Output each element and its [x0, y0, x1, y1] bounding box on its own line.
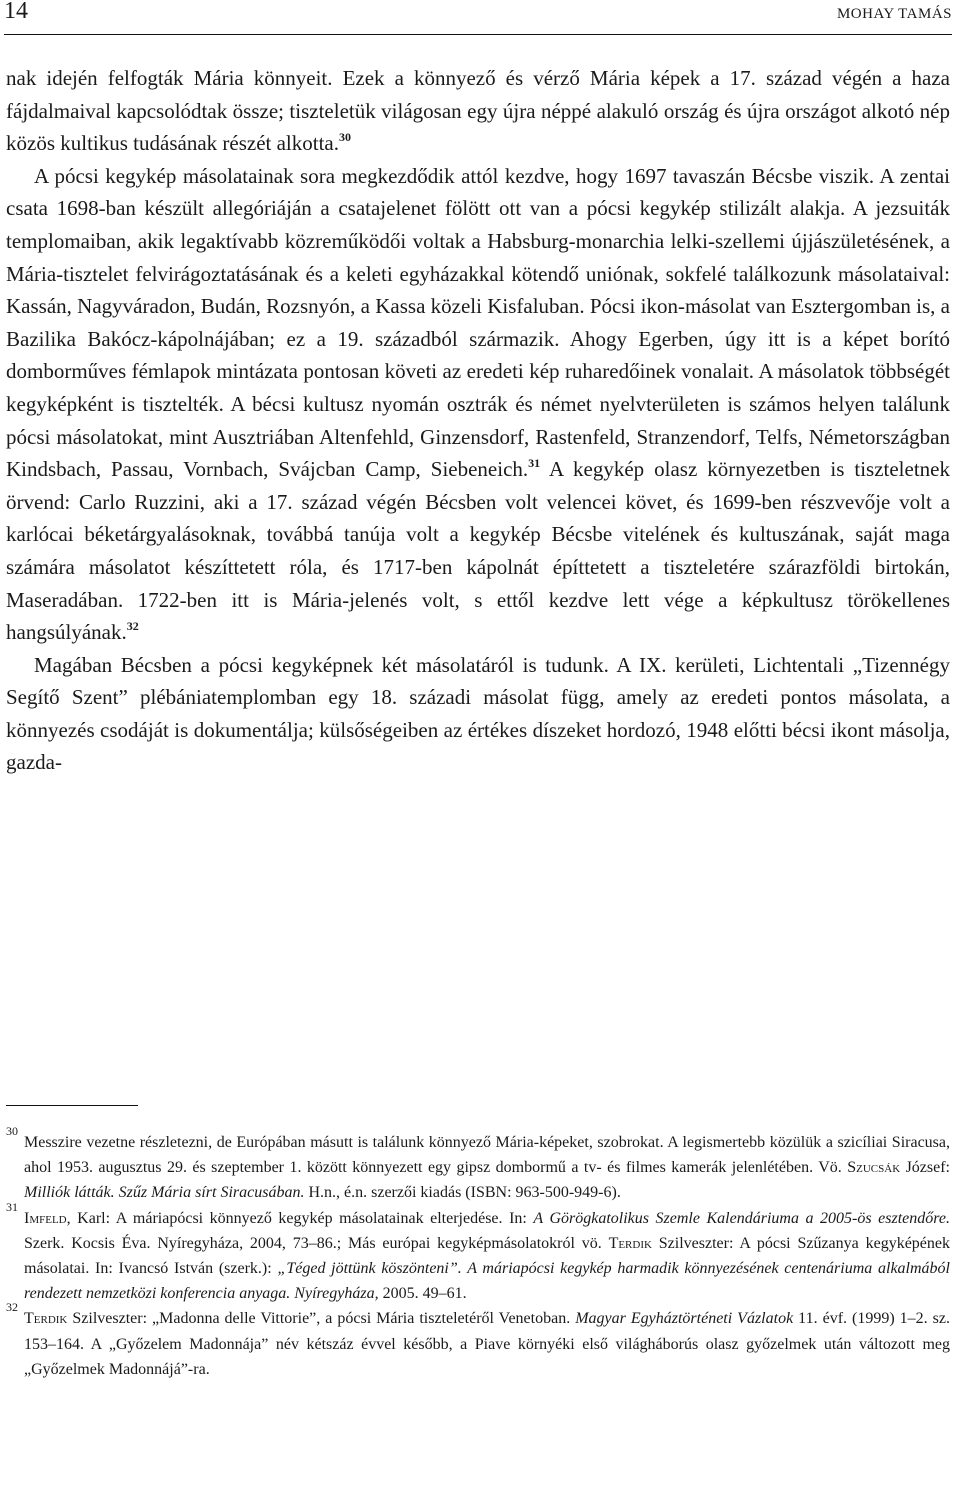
footnote-text: József: — [900, 1159, 951, 1177]
footnote-text: , Karl: A máriapócsi könnyező kegykép másolatainak elterjedése. In: — [66, 1209, 534, 1227]
page-number: 14 — [4, 0, 28, 24]
footnote-number: 30 — [6, 1124, 18, 1138]
paragraph-3-text: Magában Bécsben a pócsi kegyképnek két másolatáról is tudunk. A IX. kerületi, Lichtentali „Tizennégy Segítő Szent” plébániatemplomban egy 18. századi másolat függ, amely az eredeti pontos másolata, a könnyezés csodáját is dokumentálja; külsőségeiben az értékes díszeket hordozó, 1948 előtti bécsi ikont másolja, gazda- — [6, 652, 950, 775]
footnote-author: Terdik — [24, 1310, 68, 1328]
footnote-31 — [6, 1199, 951, 1307]
footnote-title: „Téged jöttünk köszönteni”. A máriapócsi kegykép harmadik könnyezésének centenáriuma alkalmából rendezett nemzetközi konferencia anyaga. Nyíregyháza, — [24, 1260, 951, 1303]
footnote-text: Messzire vezetne részletezni, de Európában másutt is találunk könnyező Mária-képeket, szobrokat. A legismertebb közülük a szicíliai Siracusa, ahol 1953. augusztus 29. és szeptember 1. között könnyezett egy gipsz dombormű a tv- és filmes kamerák jelenlétében. Vö. — [24, 1134, 950, 1177]
footnote-text: 2005. 49–61. — [378, 1285, 467, 1303]
paragraph-2-text-b: A kegykép olasz környezetben is tiszteletnek örvend: Carlo Ruzzini, aki a 17. század végén Bécsben volt velencei követ, és 1699-ben részvevője volt a karlócai béketárgyalásoknak, továbbá tanúja volt a kegykép Bécsbe vitelének és kultuszának, saját maga számára másolatot készíttetett róla, és 1717-ben kápolnát építtetett a tiszteletére szárazföldi birtokán, Maseradában. 1722-ben itt is Mária-jelenés volt, s ettől kezdve lett vége a képkultusz törökellenes hangsúlyának. — [6, 457, 950, 645]
footnote-text: Szilveszter: „Madonna delle Vittorie”, a pócsi Mária tiszteletéről Venetoban. — [67, 1310, 576, 1328]
footnote-title: A Görögkatolikus Szemle Kalendáriuma a 2005-ös esztendőre. — [533, 1209, 950, 1227]
paragraph-2-text-a: A pócsi kegykép másolatainak sora megkezdődik attól kezdve, hogy 1697 tavaszán Bécsbe viszik. A zentai csata 1698-ban készült allegóriáján a csatajelenet fölött ott van a pócsi kegykép stilizált alakja. A jezsuiták templomaiban, akik legaktívabb közreműködői voltak a Habsburg-monarchia lelki-szellemi újjászületésének, a Mária-tisztelet felvirágoztatásának és a keleti egyházakkal kötendő uniónak, sokfelé találkozunk másolataival: Kassán, Nagyváradon, Budán, Rozsnyón, a Kassa közeli Kisfaluban. Pócsi ikon-másolat van Esztergomban is, a Bazilika Bakócz-kápolnájában; ez a 19. századból származik. Ahogy Egerben, úgy itt is a képet borító domborműves fémlapok mintázata pontosan követi az eredeti kép ruharedőinek vonalait. A másolatok többségét kegyképként is tisztelték. A bécsi kultusz nyomán osztrák és német nyelvterületen is számos helyen találunk pócsi másolatokat, mint Ausztriában Altenfehld, Ginzensdorf, Rastenfeld, Stranzendorf, Telfs, Németországban Kindsbach, Passau, Vornbach, Svájcban Camp, Siebeneich. — [6, 163, 950, 482]
footnote-divider — [6, 1105, 138, 1106]
footnote-author: Imfeld — [24, 1209, 67, 1227]
footnote-title: Milliók látták. Szűz Mária sírt Siracusában. — [24, 1184, 305, 1202]
footnote-ref-32[interactable]: 32 — [126, 619, 139, 634]
footnote-text: H.n., é.n. szerzői kiadás (ISBN: 963-500-949-6). — [304, 1184, 621, 1202]
body-text — [6, 62, 950, 779]
footnote-ref-31[interactable]: 31 — [528, 456, 541, 471]
footnotes — [6, 1124, 951, 1382]
footnote-text: Szerk. Kocsis Éva. Nyíregyháza, 2004, 73–86.; Más európai kegyképmásolatokról vö. — [24, 1234, 609, 1252]
footnote-32 — [6, 1300, 950, 1382]
footnote-ref-30[interactable]: 30 — [339, 130, 351, 145]
footnote-author: Terdik — [608, 1234, 652, 1252]
paragraph-3 — [6, 649, 950, 779]
footnote-title: Magyar Egyháztörténeti Vázlatok — [575, 1310, 794, 1328]
footnote-text: Szilveszter: A pócsi Szűzanya kegyképének másolatai. In: Ivancsó István (szerk.): — [24, 1234, 950, 1278]
footnote-number: 32 — [6, 1300, 18, 1315]
paragraph-1-text: nak idején felfogták Mária könnyeit. Ezek a könnyező és vérző Mária képek a 17. század végén a haza fájdalmaival kapcsolódtak össze; tiszteletük világosan egy újra néppé alakuló ország és újra országot alkotó nép közös kultikus tudásának részét alkotta. — [6, 66, 950, 156]
running-header — [4, 0, 952, 35]
footnote-text: 11. évf. (1999) 1–2. sz. 153–164. A „Győzelem Madonnája” név kétszáz évvel később, a Piave környéki első világháborús olasz győzelmek után változott meg „Győzelmek Madonnájá”-ra. — [24, 1310, 950, 1378]
footnote-author: Szucsák — [847, 1159, 901, 1177]
running-head-author: MOHAY TAMÁS — [836, 6, 952, 22]
paragraph-1 — [6, 62, 950, 160]
footnote-number: 31 — [6, 1199, 18, 1214]
footnote-30 — [6, 1124, 951, 1206]
paragraph-2 — [6, 160, 950, 649]
